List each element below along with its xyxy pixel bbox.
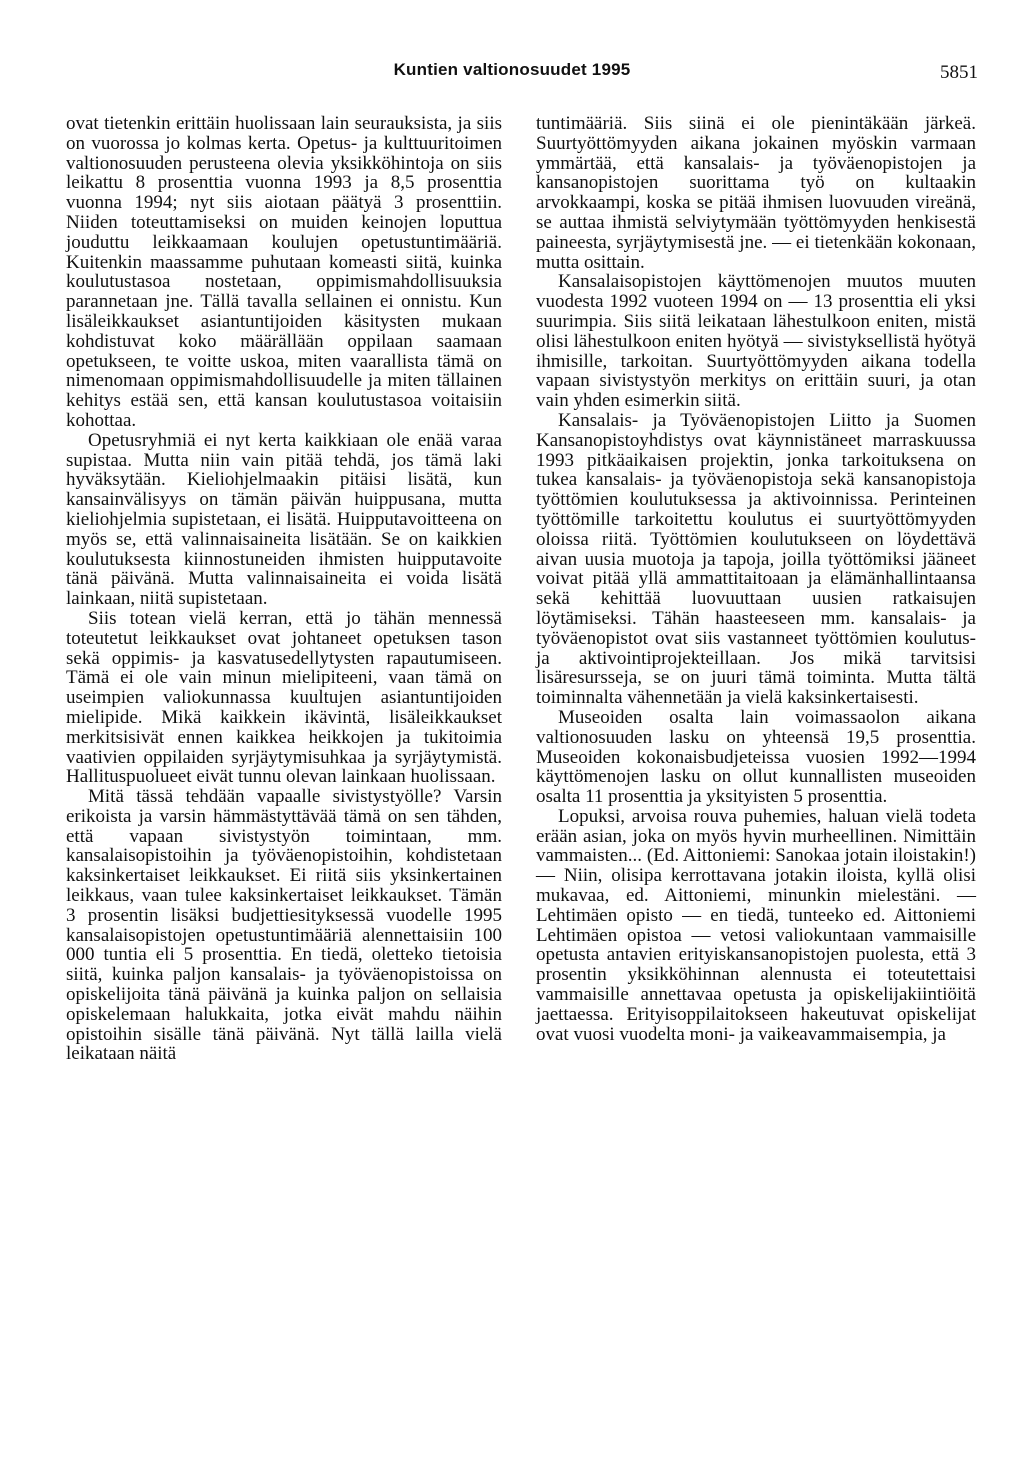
paragraph: Kansalais- ja Työväenopistojen Liitto ja Suomen Kansanopistoyhdistys ovat käynnistäneet marraskuussa 1993 pitkäaikaisen projektin, jonka tarkoituksena on tukea kansalais- ja työväenopistoja sekä kansanopistoja työttömien koulutuksessa ja aktivoinnissa. Perinteinen työttömille tarkoitettu koulutus ei suurtyöttömyyden oloissa riitä. Työttömien koulutukseen on löydettävä aivan uusia muotoja ja tapoja, joilla työttömiksi jääneet voivat pitää yllä ammattitaitoaan ja elämänhallintaansa sekä kehittää luovuuttaan uusien ratkaisujen löytämiseksi. Tähän haasteeseen mm. kansalais- ja työväenopistot ovat siis vastanneet työttömien koulutus- ja aktivointiprojekteillaan. Jos mikä tarvitsisi lisäresursseja, se on juuri tämä toiminta. Mutta tältä toiminnalta vähennetään ja vielä kaksinkertaisesti. <box>536 409 976 709</box>
paragraph: Museoiden osalta lain voimassaolon aikana valtionosuuden lasku on yhteensä 19,5 prosenttia. Museoiden kokonaisbudjeteissa vuosien 1992—1994 käyttömenojen lasku on ollut kunnallisten museoiden osalta 11 prosenttia ja yksityisten 5 prosenttia. <box>536 706 976 808</box>
page-number: 5851 <box>940 62 978 83</box>
running-header-title: Kuntien valtionosuudet 1995 <box>393 60 631 79</box>
paragraph: Siis totean vielä kerran, että jo tähän mennessä toteutetut leikkaukset ovat johtaneet opetuksen tason sekä oppimis- ja kasvatusedellytysten rapautumiseen. Tämä ei ole vain minun mielipiteeni, vaan tämä on useimpien valiokunnassa kuultujen asiantuntijoiden mielipide. Mikä kaikkein ikävintä, lisäleikkaukset merkitsisivät ennen kaikkea heikkojen ja tukitoimia vaativien oppilaiden syrjäytymisuhkaa ja syrjäytymistä. Hallituspuolueet eivät tunnu olevan lainkaan huolissaan. <box>66 607 502 788</box>
left-text-column <box>66 114 502 1064</box>
paragraph: Mitä tässä tehdään vapaalle sivistystyölle? Varsin erikoista ja varsin hämmästyttävää tämä on sen tähden, että vapaan sivistystyön toimintaan, mm. kansalaisopistoihin ja työväenopistoihin, kohdistetaan kaksinkertaiset leikkaukset. Ei riitä siis yksinkertainen leikkaus, vaan tulee kaksinkertaiset leikkaukset. Tämän 3 prosentin lisäksi budjettiesityksessä vuodelle 1995 kansalaisopistojen opetustuntimääriä alennettaisiin 100 000 tuntia eli 5 prosenttia. En tiedä, oletteko tietoisia siitä, kuinka paljon kansalais- ja työväenopistoissa on opiskelijoita tänä päivänä ja kuinka paljon on sellaisia opiskelemaan halukkaita, jotka eivät mahdu näihin opistoihin sisälle tänä päivänä. Nyt tällä lailla vielä leikataan näitä <box>66 786 502 1065</box>
paragraph: tuntimääriä. Siis siinä ei ole pienintäkään järkeä. Suurtyöttömyyden aikana jokainen myöskin varmaan ymmärtää, että kansalais- ja työväenopistojen ja kansanopistojen suorittama työ on kultaakin arvokkaampi, koska se pitää ihmisen luovuuden vireänä, se auttaa ihmistä selviytymään työttömyyden henkisestä paineesta, syrjäytymisestä jne. — ei tietenkään kokonaan, mutta osittain. <box>536 113 976 273</box>
paragraph: Opetusryhmiä ei nyt kerta kaikkiaan ole enää varaa supistaa. Mutta niin vain pitää tehdä, jos tämä laki hyväksytään. Kieliohjelmaakin pitäisi lisätä, kun kansainvälisyys on tämän päivän huippusana, mutta kieliohjelmia supistetaan, ei lisätä. Huipputavoitteena on myös se, että valinnaisaineita lisätään. Se on kaikkien koulutuksesta kiinnostuneiden ihmisten huipputavoite tänä päivänä. Mutta valinnaisaineita ei voida lisätä lainkaan, niitä supistetaan. <box>66 429 502 610</box>
paragraph: Kansalaisopistojen käyttömenojen muutos muuten vuodesta 1992 vuoteen 1994 on — 13 prosenttia eli yksi suurimpia. Siis siitä leikataan lähestulkoon eniten, mistä olisi lähestulkoon eniten hyötyä — sivistyksellistä hyötyä ihmisille, tarkoitan. Suurtyöttömyyden aikana todella vapaan sivistystyön merkitys on erittäin suuri, ja otan vain yhden esimerkin siitä. <box>536 271 976 412</box>
paragraph: Lopuksi, arvoisa rouva puhemies, haluan vielä todeta erään asian, joka on myös hyvin murheellinen. Nimittäin vammaisten... (Ed. Aittoniemi: Sanokaa jotain iloistakin!) — Niin, olisipa kerrottavana jotakin iloista, kyllä olisi mukavaa, ed. Aittoniemi, minunkin mielestäni. — Lehtimäen opisto — en tiedä, tunteeko ed. Aittoniemi Lehtimäen opistoa — vetosi valiokuntaan vammaisille opetusta antavien erityiskansanopistojen puolesta, että 3 prosentin yksikköhinnan alennusta ei toteutettaisi vammaisille annettavaa opetusta ja opiskelijakiintiöitä jaettaessa. Erityisoppilaitokseen hakeutuvat opiskelijat ovat vuosi vuodelta moni- ja vaikeavammaisempia, ja <box>536 805 976 1045</box>
right-text-column <box>536 114 976 1044</box>
paragraph: ovat tietenkin erittäin huolissaan lain seurauksista, ja siis on vuorossa jo kolmas kerta. Opetus- ja kulttuuritoimen valtionosuuden perusteena olevia yksikköhintoja on siis leikattu 8 prosenttia vuonna 1993 ja 8,5 prosenttia vuonna 1994; nyt siis aiotaan päätyä 3 prosenttiin. Niiden toteuttamiseksi on muiden keinojen loputtua jouduttu leikkaamaan koulujen opetustuntimääriä. Kuitenkin maassamme puhutaan komeasti siitä, kuinka koulutustasoa nostetaan, oppimismahdollisuuksia parannetaan jne. Tällä tavalla sellainen ei onnistu. Kun lisäleikkaukset asiantuntijoiden käsitysten mukaan kohdistuvat koko määrällään oppilaan saamaan opetukseen, te voitte uskoa, miten vaarallista tämä on nimenomaan oppimismahdollisuudelle ja miten tällainen kehitys estää sen, että kansan koulutustasoa voitaisiin kohottaa. <box>66 113 502 431</box>
